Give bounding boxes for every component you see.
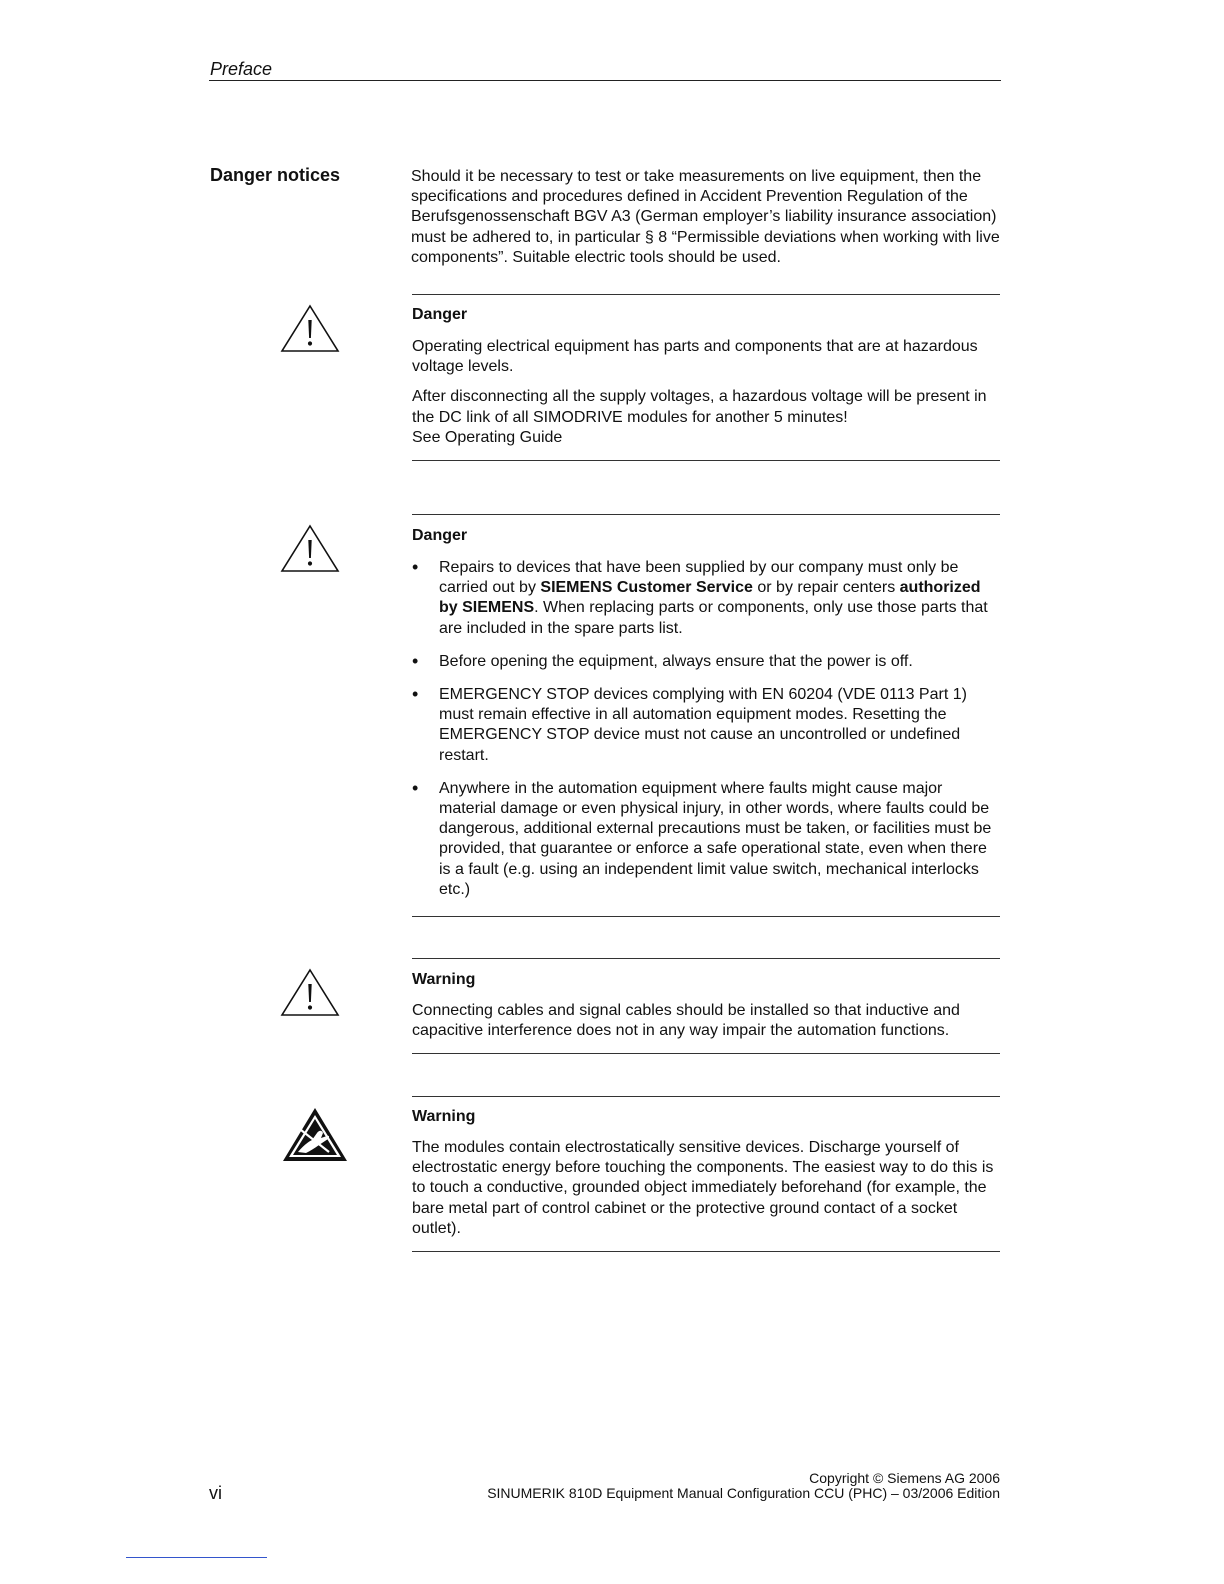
notice-body <box>412 1001 1004 1051</box>
bullet-text: Repairs to devices that have been supplied by our company must only be carried out by <box>439 559 959 597</box>
header-rule <box>209 80 1001 81</box>
notice-rule-bottom <box>412 1053 1000 1054</box>
notice-rule-top <box>412 514 1000 515</box>
list-item <box>412 558 1002 639</box>
notice-paragraph: Operating electrical equipment has parts and components that are at hazardous voltage levels. <box>412 338 978 376</box>
intro-paragraph: Should it be necessary to test or take measurements on live equipment, then the specifications and procedures defined in Accident Prevention Regulation of the Berufsgenossenschaft BGV A3 (German employer’s liability insurance association) must be adhered to, in particular § 8 “Permissible deviations when working with live components”. Suitable electric tools should be used. <box>411 168 1000 266</box>
notice-title-danger: Danger <box>412 306 468 323</box>
footer-manual-title: SINUMERIK 810D Equipment Manual Configuration CCU (PHC) – 03/2006 Edition <box>487 1485 1000 1501</box>
notice-title-warning: Warning <box>412 1108 476 1125</box>
notice-rule-bottom <box>412 460 1000 461</box>
notice-body <box>412 337 1004 458</box>
notice-paragraph: The modules contain electrostatically sensitive devices. Discharge yourself of electrostatic energy before touching the components. The easiest way to do this is to touch a conductive, grounded object immediately beforehand (for example, the bare metal part of control cabinet or the protective ground contact of a socket outlet). <box>412 1139 994 1237</box>
notice-paragraph: After disconnecting all the supply voltages, a hazardous voltage will be present in the DC link of all SIMODRIVE modules for another 5 minutes! <box>412 388 987 426</box>
warning-triangle-icon <box>280 304 340 354</box>
danger-bullet-list <box>412 558 1002 913</box>
notice-rule-bottom <box>412 916 1000 917</box>
section-heading: Danger notices <box>210 165 341 185</box>
notice-paragraph: Connecting cables and signal cables should be installed so that inductive and capacitive interference does not in any way impair the automation functions. <box>412 1002 960 1040</box>
warning-triangle-icon <box>280 968 340 1018</box>
esd-warning-icon <box>281 1106 349 1163</box>
bullet-emphasis: SIEMENS Customer Service <box>540 579 753 597</box>
bullet-text: . When replacing parts or components, only use those parts that are included in the spare parts list. <box>439 599 988 637</box>
notice-paragraph: See Operating Guide <box>412 428 563 446</box>
bullet-text: or by repair centers <box>752 579 900 597</box>
warning-triangle-icon <box>280 524 340 574</box>
notice-rule-top <box>412 294 1000 295</box>
notice-rule-top <box>412 958 1000 959</box>
running-header-title: Preface <box>210 59 273 79</box>
notice-rule-top <box>412 1096 1000 1097</box>
notice-title-warning: Warning <box>412 971 476 988</box>
list-item: • Anywhere in the automation equipment where faults might cause major material damage or even physical injury, in other words, where faults could be dangerous, additional external precautions must be taken, or facilities must be provided, that guarantee or enforce a safe operational state, even when there is a fault (e.g. using an independent limit value switch, mechanical interlocks etc.) <box>412 779 1002 900</box>
notice-title-danger: Danger <box>412 527 468 544</box>
footer-copyright: Copyright © Siemens AG 2006 <box>809 1470 1000 1486</box>
notice-body <box>412 1138 1004 1249</box>
notice-rule-bottom <box>412 1251 1000 1252</box>
list-item: • EMERGENCY STOP devices complying with EN 60204 (VDE 0113 Part 1) must remain effective in all automation equipment modes. Resetting the EMERGENCY STOP device must not cause an uncontrolled or undefined restart. <box>412 685 1002 766</box>
bullet-emphasis: authorized by SIEMENS <box>439 579 981 617</box>
footer-link-underline <box>126 1557 267 1558</box>
list-item: • Before opening the equipment, always ensure that the power is off. <box>412 652 1002 672</box>
page-number: vi <box>209 1483 222 1503</box>
